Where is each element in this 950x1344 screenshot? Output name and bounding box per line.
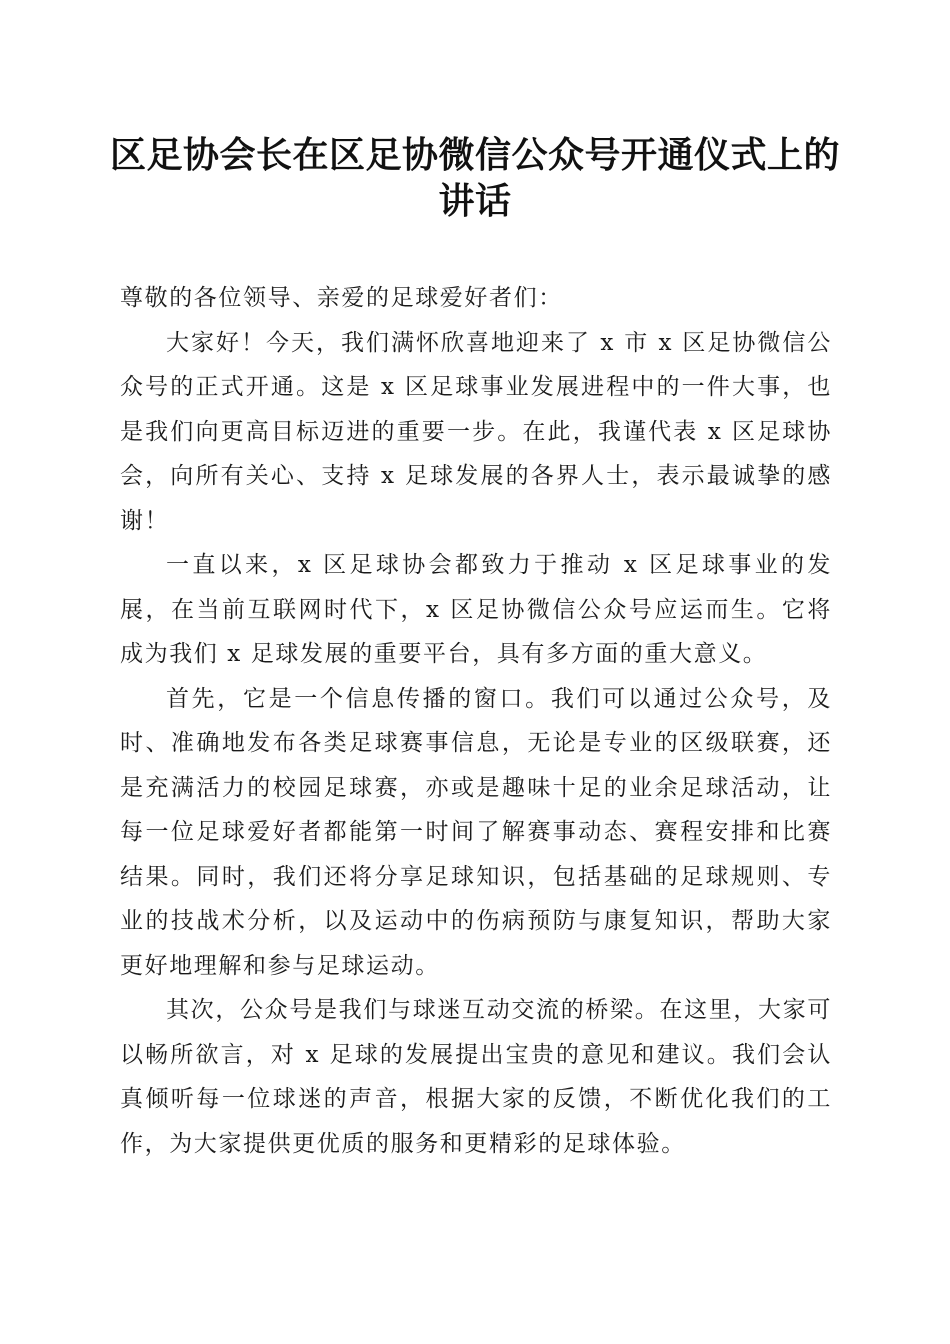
title-line-1: 区足协会长在区足协微信公众号开通仪式上的 (110, 134, 841, 176)
speech-body (120, 276, 832, 1166)
paragraph-background: 一直以来，x 区足球协会都致力于推动 x 区足球事业的发展，在当前互联网时代下，x 区足协微信公众号应运而生。它将成为我们 x 足球发展的重要平台，具有多方面的重大意义。 (120, 552, 832, 667)
paragraph-second-point: 其次，公众号是我们与球迷互动交流的桥梁。在这里，大家可以畅所欲言，对 x 足球的发展提出宝贵的意见和建议。我们会认真倾听每一位球迷的声音，根据大家的反馈，不断优化我们的工作，为大家提供更优质的服务和更精彩的足球体验。 (120, 997, 832, 1157)
document-title (110, 132, 840, 224)
paragraph-greeting: 大家好！今天，我们满怀欣喜地迎来了 x 市 x 区足协微信公众号的正式开通。这是 x 区足球事业发展进程中的一件大事，也是我们向更高目标迈进的重要一步。在此，我谨代表 x 区足球协会，向所有关心、支持 x 足球发展的各界人士，表示最诚挚的感谢！ (120, 329, 832, 534)
salutation: 尊敬的各位领导、亲爱的足球爱好者们： (120, 285, 563, 311)
title-line-2: 讲话 (438, 180, 512, 222)
paragraph-first-point: 首先，它是一个信息传播的窗口。我们可以通过公众号，及时、准确地发布各类足球赛事信息，无论是专业的区级联赛，还是充满活力的校园足球赛，亦或是趣味十足的业余足球活动，让每一位足球爱好者都能第一时间了解赛事动态、赛程安排和比赛结果。同时，我们还将分享足球知识，包括基础的足球规则、专业的技战术分析，以及运动中的伤病预防与康复知识，帮助大家更好地理解和参与足球运动。 (120, 685, 832, 979)
